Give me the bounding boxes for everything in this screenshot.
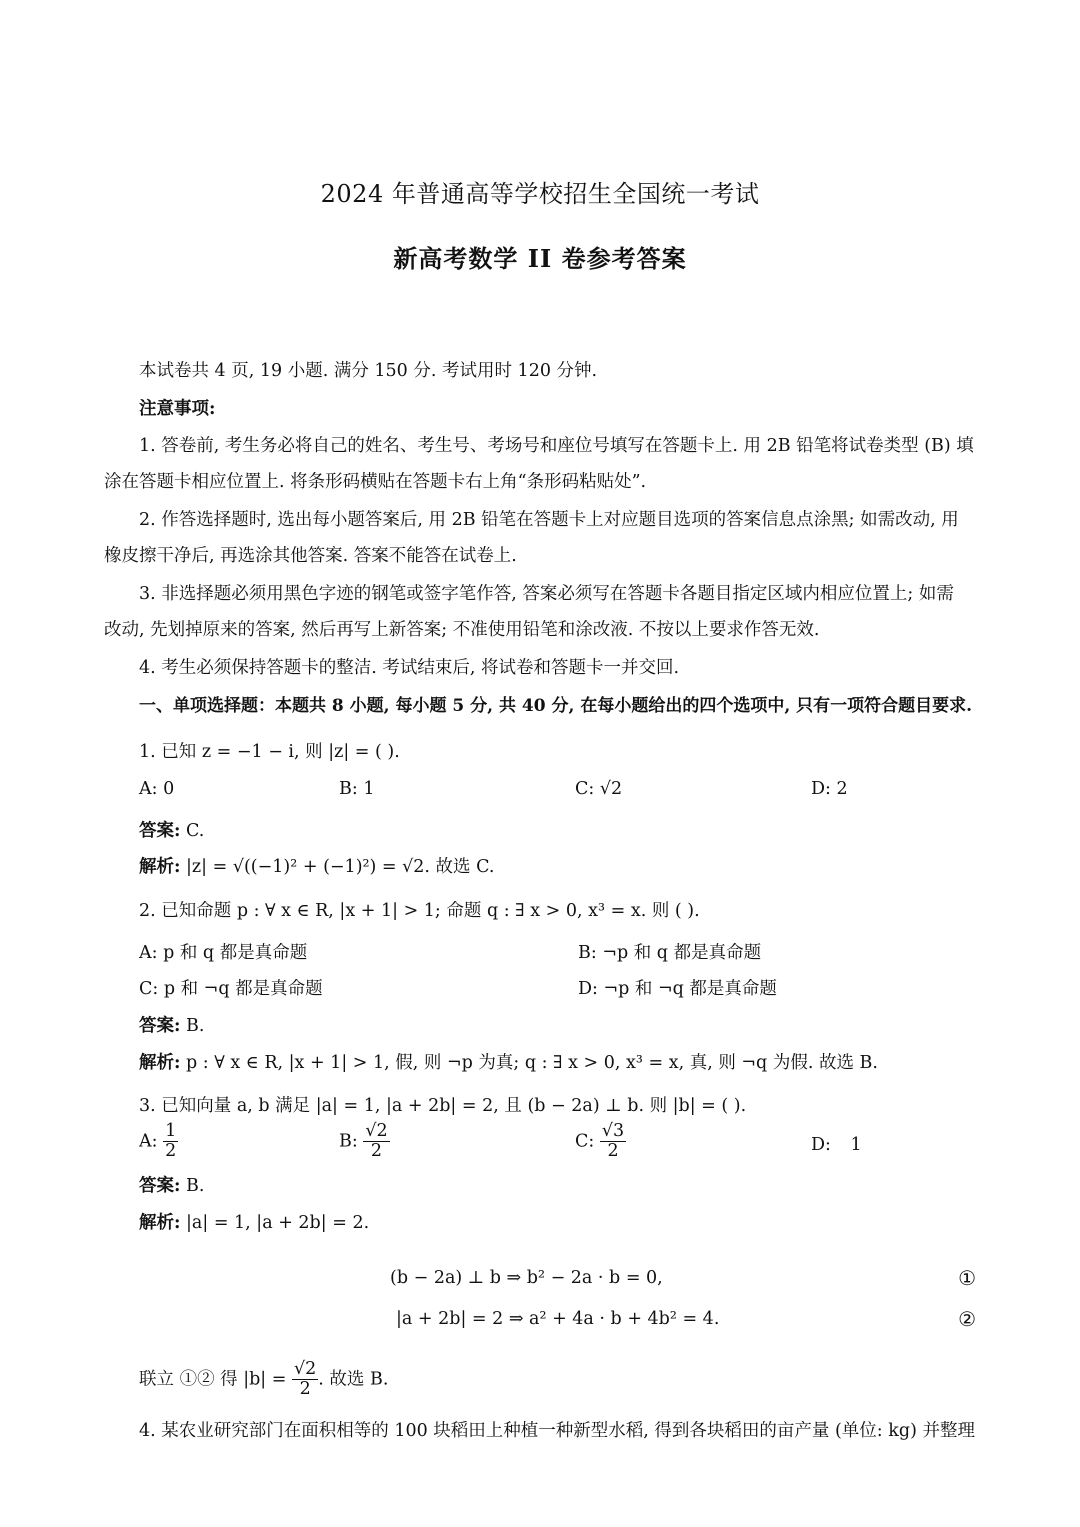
analysis-line (139, 1049, 878, 1074)
answer-value: C. (180, 821, 205, 841)
document-title: 2024 年普通高等学校招生全国统一考试 (320, 180, 760, 208)
analysis-label: 解析: (139, 1053, 181, 1073)
analysis-text: |a| = 1, |a + 2b| = 2. (180, 1213, 370, 1233)
option-b: B: ¬p 和 q 都是真命题 (578, 943, 762, 963)
denominator: 2 (370, 1141, 383, 1162)
conclusion-tail: . 故选 B. (318, 1369, 389, 1390)
option-d: D: ¬p 和 ¬q 都是真命题 (578, 979, 777, 999)
analysis-line (139, 1209, 369, 1234)
notice-line: 橡皮擦干净后, 再选涂其他答案. 答案不能答在试卷上. (104, 546, 517, 566)
notice-line: 涂在答题卡相应位置上. 将条形码横贴在答题卡右上角“条形码粘贴处”. (104, 472, 647, 492)
notice-line: 3. 非选择题必须用黑色字迹的钢笔或签字笔作答, 答案必须写在答题卡各题目指定区域内相应位置上; 如需 (139, 584, 954, 604)
option-a: A: 0 (139, 779, 175, 799)
notice-heading: 注意事项: (139, 399, 216, 419)
answer-value: B. (180, 1176, 205, 1196)
option-a: A: p 和 q 都是真命题 (139, 943, 308, 963)
option-a (139, 1122, 178, 1162)
option-b: B: 1 (339, 779, 375, 799)
equation-1: (b − 2a) ⊥ b ⇒ b² − 2a · b = 0, (390, 1268, 663, 1288)
equation-2: |a + 2b| = 2 ⇒ a² + 4a · b + 4b² = 4. (396, 1309, 720, 1329)
answer-label: 答案: (139, 821, 181, 841)
notice-line: 1. 答卷前, 考生务必将自己的姓名、考生号、考场号和座位号填写在答题卡上. 用 2B 铅笔将试卷类型 (B) 填 (139, 436, 974, 456)
numerator: 1 (165, 1121, 177, 1141)
option-d: D: 2 (811, 779, 848, 799)
notice-line: 改动, 先划掉原来的答案, 然后再写上新答案; 不准使用铅笔和涂改液. 不按以上要求作答无效. (104, 620, 820, 640)
notice-line: 2. 作答选择题时, 选出每小题答案后, 用 2B 铅笔在答题卡上对应题目选项的答案信息点涂黑; 如需改动, 用 (139, 510, 959, 530)
option-b (339, 1122, 390, 1162)
option-c: C: √2 (575, 779, 623, 799)
exam-intro: 本试卷共 4 页, 19 小题. 满分 150 分. 考试用时 120 分钟. (139, 361, 598, 381)
conclusion-line (139, 1360, 388, 1400)
analysis-label: 解析: (139, 857, 181, 877)
answer-line (139, 817, 204, 842)
answer-label: 答案: (139, 1016, 181, 1036)
answer-value: B. (180, 1016, 205, 1036)
analysis-label: 解析: (139, 1213, 181, 1233)
option-label: B: (339, 1131, 358, 1152)
answer-line (139, 1012, 204, 1037)
denominator: 2 (607, 1141, 619, 1162)
option-value: 1 (850, 1135, 862, 1155)
equation-2-marker: ② (958, 1307, 976, 1331)
option-c: C: p 和 ¬q 都是真命题 (139, 979, 323, 999)
section-heading: 一、单项选择题：本题共 8 小题, 每小题 5 分, 共 40 分, 在每小题给出的四个选项中, 只有一项符合题目要求. (139, 696, 973, 716)
analysis-line (139, 853, 494, 878)
fraction (600, 1122, 626, 1162)
option-c (575, 1122, 626, 1162)
fraction (292, 1360, 318, 1400)
numerator: √2 (365, 1121, 388, 1141)
analysis-text: |z| = √((−1)² + (−1)²) = √2. 故选 C. (180, 857, 495, 877)
analysis-text: p : ∀ x ∈ R, |x + 1| > 1, 假, 则 ¬p 为真; q : ∃ x > 0, x³ = x, 真, 则 ¬q 为假. 故选 B. (180, 1053, 878, 1073)
denominator: 2 (165, 1141, 177, 1162)
option-label: C: (575, 1131, 595, 1152)
fraction (363, 1122, 389, 1162)
notice-line: 4. 考生必须保持答题卡的整洁. 考试结束后, 将试卷和答题卡一并交回. (139, 658, 680, 678)
document-subtitle: 新高考数学 II 卷参考答案 (393, 244, 687, 273)
fraction (163, 1122, 178, 1162)
option-label: D: (811, 1135, 831, 1155)
answer-line (139, 1172, 204, 1197)
equation-1-marker: ① (958, 1266, 976, 1290)
conclusion-text: 联立 ①② 得 |b| = (139, 1369, 287, 1390)
numerator: √2 (294, 1359, 317, 1379)
denominator: 2 (299, 1379, 311, 1400)
answer-label: 答案: (139, 1176, 181, 1196)
question-stem: 2. 已知命题 p : ∀ x ∈ R, |x + 1| > 1; 命题 q : ∃ x > 0, x³ = x. 则 ( ). (139, 901, 700, 921)
question-stem: 4. 某农业研究部门在面积相等的 100 块稻田上种植一种新型水稻, 得到各块稻田的亩产量 (单位: kg) 并整理 (139, 1421, 975, 1441)
question-stem: 1. 已知 z = −1 − i, 则 |z| = ( ). (139, 742, 400, 762)
option-label: A: (139, 1131, 158, 1152)
question-stem: 3. 已知向量 a, b 满足 |a| = 1, |a + 2b| = 2, 且 (b − 2a) ⊥ b. 则 |b| = ( ). (139, 1096, 747, 1116)
numerator: √3 (601, 1121, 625, 1141)
option-d (811, 1135, 862, 1155)
